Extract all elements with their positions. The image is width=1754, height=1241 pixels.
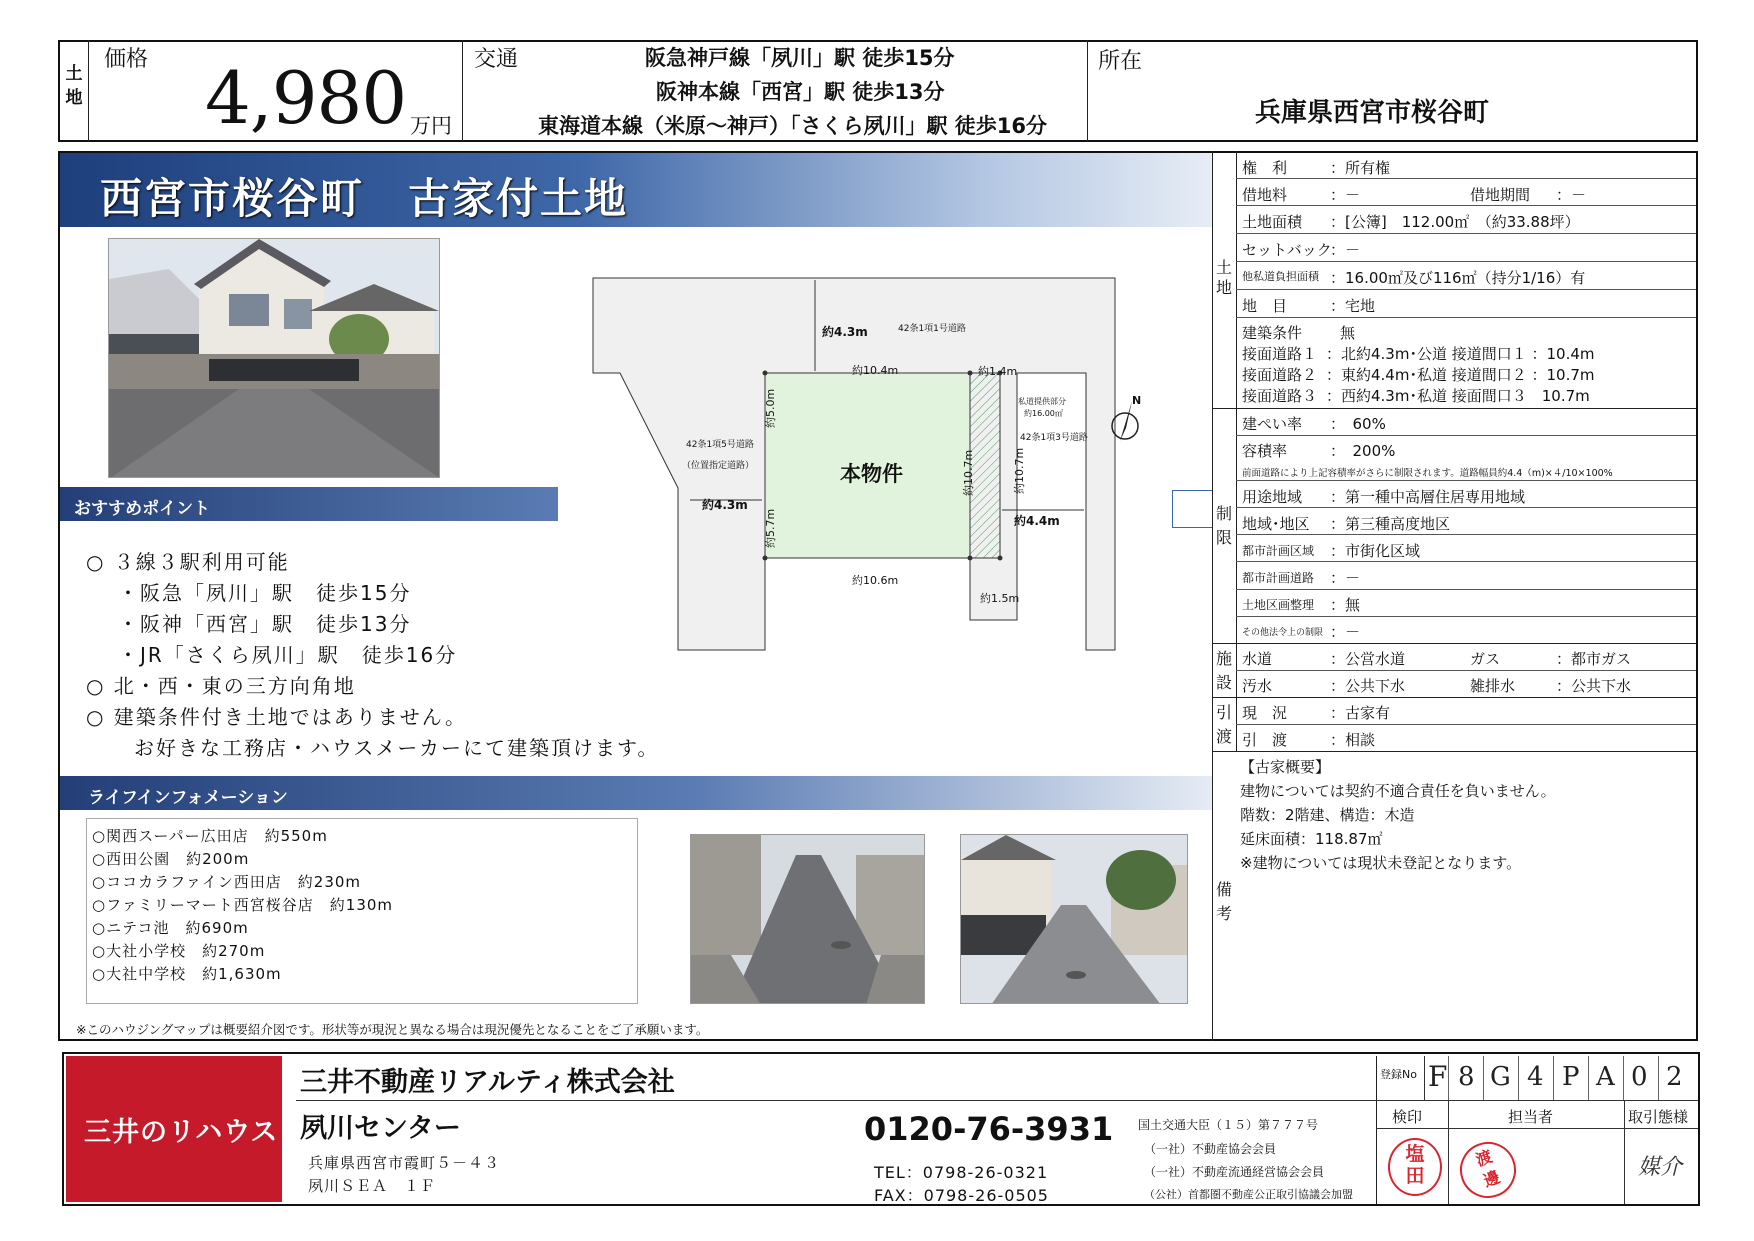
site-map — [590, 238, 1150, 658]
divider — [1236, 670, 1696, 671]
divider — [1376, 1100, 1698, 1101]
spec-label: 土地面積 — [1242, 213, 1303, 231]
divider — [1658, 1056, 1659, 1100]
map-property-label: 本物件 — [840, 462, 903, 486]
map-label: 約4.3m — [822, 325, 868, 339]
spec-value: ：西約4.3m･私道 接面間口３ 10.7m — [1326, 387, 1590, 405]
spec-label: 都市計画道路 — [1242, 571, 1315, 585]
spec-value: ：－ — [1556, 186, 1587, 204]
group-label-facility: 施設 — [1216, 649, 1233, 692]
spec-value: ：－ — [1330, 569, 1361, 587]
divider — [88, 40, 89, 142]
street-photo-2 — [960, 834, 1188, 1004]
disclaimer: ※このハウジングマップは概要紹介図です。形状等が現況と異なる場合は現況優先となることをご了承願います。 — [76, 1022, 709, 1037]
company-name: 三井不動産リアルティ株式会社 — [300, 1067, 675, 1098]
divider — [1236, 589, 1696, 590]
street-photo-1 — [690, 834, 925, 1004]
spec-note: 前面道路により上記容積率がさらに制限されます。道路幅員約4.4（m)×４/10×100% — [1242, 468, 1613, 479]
north-mark: N — [1132, 394, 1142, 407]
spec-value: ：北約4.3m･公道 接道間口１ ：10.4m — [1326, 345, 1595, 363]
spec-value: ：都市ガス — [1556, 650, 1632, 668]
divider — [1376, 1128, 1698, 1129]
spec-value: 無 — [1340, 324, 1356, 342]
recommend-point: ・JR「さくら夙川」駅 徒歩16分 — [118, 643, 458, 667]
spec-label: 地 目 — [1242, 297, 1288, 315]
transport-line-3: 東海道本線（米原～神戸）「さくら夙川」駅 徒歩16分 — [538, 114, 1048, 138]
divider — [1448, 1100, 1449, 1204]
life-item: ○ファミリーマート西宮桜谷店 約130m — [92, 896, 394, 914]
group-label-restrict: 制限 — [1216, 504, 1233, 547]
stamp-text: 塩田 — [1405, 1143, 1425, 1187]
map-label: （位置指定道路） — [682, 461, 755, 471]
fax: FAX：0798-26-0505 — [874, 1186, 1049, 1205]
divider — [1236, 289, 1696, 290]
spec-value: ：市街化区域 — [1330, 542, 1421, 560]
spec-value: ：第三種高度地区 — [1330, 515, 1451, 533]
group-label-land: 土地 — [1216, 258, 1233, 297]
map-label: 約16.00㎡ — [1024, 409, 1063, 418]
spec-value: ：所有権 — [1330, 159, 1391, 177]
spec-value: ：相談 — [1330, 731, 1376, 749]
divider — [1236, 151, 1237, 751]
license: 国土交通大臣（１５）第７７７号 — [1138, 1118, 1319, 1132]
reg-char: 4 — [1527, 1062, 1544, 1092]
reg-char: 0 — [1631, 1062, 1648, 1092]
spec-value: ：[公簿] 112.00㎡ （約33.88坪） — [1330, 213, 1580, 231]
remark-line: 階数：2階建、構造：木造 — [1240, 806, 1415, 824]
house-photo — [108, 238, 440, 478]
life-item: ○西田公園 約200m — [92, 850, 250, 868]
divider — [1212, 697, 1696, 698]
reg-char: G — [1490, 1062, 1511, 1092]
spec-label: 接面道路１ — [1242, 345, 1318, 363]
divider — [1212, 751, 1696, 752]
transport-line-1: 阪急神戸線「夙川」駅 徒歩15分 — [645, 46, 955, 70]
divider — [1212, 643, 1696, 644]
divider — [1236, 561, 1696, 562]
address-line: 兵庫県西宮市霞町５－４３ — [308, 1154, 501, 1172]
group-label-remarks: 備考 — [1216, 880, 1233, 923]
map-label: 約10.6m — [852, 574, 899, 587]
spec-label: 建築条件 — [1242, 324, 1303, 342]
divider — [1588, 1056, 1589, 1100]
address-line: 夙川ＳＥＡ １Ｆ — [308, 1177, 437, 1195]
reg-char: P — [1562, 1062, 1580, 1092]
map-label: 私道提供部分 — [1018, 397, 1066, 406]
divider — [1236, 178, 1696, 179]
spec-value: ：宅地 — [1330, 297, 1376, 315]
price-unit: 万円 — [410, 114, 452, 138]
map-label: 約5.7m — [764, 508, 777, 548]
reg-char: F — [1428, 1060, 1448, 1093]
spec-label: 現 況 — [1242, 704, 1288, 722]
divider — [1236, 616, 1696, 617]
spec-label: 引 渡 — [1242, 731, 1288, 749]
reg-label: 登録No — [1380, 1068, 1417, 1081]
association: （一社）不動産流通経営協会会員 — [1144, 1165, 1325, 1179]
divider — [1483, 1056, 1484, 1100]
map-label: 42条1項1号道路 — [898, 324, 966, 334]
divider — [462, 40, 463, 142]
price-value: 4,980 — [205, 56, 407, 140]
spec-label: 用途地域 — [1242, 488, 1303, 506]
life-item: ○関西スーパー広田店 約550m — [92, 827, 328, 845]
divider — [1236, 480, 1696, 481]
deal-label: 取引態様 — [1628, 1108, 1689, 1126]
tel: TEL：0798-26-0321 — [874, 1163, 1049, 1182]
recommend-point: お好きな工務店・ハウスメーカーにて建築頂けます。 — [134, 736, 660, 760]
inspect-label: 検印 — [1392, 1108, 1423, 1126]
map-label: 約5.0m — [764, 388, 777, 428]
divider — [1518, 1056, 1519, 1100]
map-label: 約10.7m — [1013, 447, 1026, 494]
staff-label: 担当者 — [1508, 1108, 1554, 1126]
spec-label: その他法令上の制限 — [1242, 628, 1324, 638]
divider — [1553, 1056, 1554, 1100]
deal-value: 媒介 — [1638, 1155, 1683, 1180]
divider — [1448, 1056, 1449, 1100]
spec-value: ：公共下水 — [1330, 677, 1406, 695]
divider — [296, 1100, 1376, 1101]
transport-label: 交通 — [474, 47, 519, 72]
group-label-handover: 引渡 — [1216, 703, 1233, 746]
spec-label: 建ぺい率 — [1242, 415, 1303, 433]
divider — [1236, 435, 1696, 436]
spec-label: 容積率 — [1242, 442, 1288, 460]
divider — [1424, 1056, 1425, 1100]
spec-value: ：－ — [1330, 241, 1361, 259]
spec-label: 汚水 — [1242, 677, 1273, 695]
spec-label: 接面道路２ — [1242, 366, 1318, 384]
spec-label: 都市計画区域 — [1242, 544, 1315, 558]
spec-label: 借地期間 — [1470, 186, 1531, 204]
free-dial: 0120-76-3931 — [864, 1110, 1114, 1148]
spec-value: ：－ — [1330, 623, 1361, 641]
divider — [1236, 261, 1696, 262]
page-title: 西宮市桜谷町 古家付土地 — [100, 174, 629, 223]
life-title: ライフインフォメーション — [88, 788, 288, 808]
spec-label: 他私道負担面積 — [1242, 270, 1319, 283]
map-label: 約1.4m — [978, 365, 1018, 378]
spec-label: 雑排水 — [1470, 677, 1516, 695]
association: （一社）不動産協会会員 — [1144, 1142, 1277, 1156]
reg-char: 8 — [1458, 1062, 1475, 1092]
map-label: 約1.5m — [980, 592, 1020, 605]
divider — [1236, 317, 1696, 318]
map-label: 42条1項5号道路 — [686, 440, 754, 450]
transport-line-2: 阪神本線「西宮」駅 徒歩13分 — [656, 80, 945, 104]
spec-value: ：無 — [1330, 596, 1361, 614]
divider — [1236, 507, 1696, 508]
stamp-text: 渡邊 — [1473, 1146, 1503, 1191]
spec-label: 権 利 — [1242, 159, 1288, 177]
life-item: ○ココカラファイン西田店 約230m — [92, 873, 362, 891]
map-label: 約4.4m — [1014, 514, 1060, 528]
divider — [1087, 40, 1088, 142]
branch-name: 夙川センター — [300, 1113, 461, 1144]
remark-line: 建物については契約不適合責任を負いません。 — [1240, 782, 1556, 800]
divider — [1623, 1056, 1624, 1100]
recommend-point: ○ ３線３駅利用可能 — [86, 550, 290, 574]
remark-line: 【古家概要】 — [1240, 758, 1331, 776]
spec-value: ： 200% — [1330, 442, 1396, 460]
spec-value: ：16.00㎡及び116㎡（持分1/16）有 — [1330, 269, 1586, 287]
spec-label: 地域･地区 — [1242, 515, 1310, 533]
spec-value: ：公共下水 — [1556, 677, 1632, 695]
spec-value: ：－ — [1330, 186, 1361, 204]
recommend-point: ・阪急「夙川」駅 徒歩15分 — [118, 581, 412, 605]
divider — [1236, 534, 1696, 535]
spec-label: 借地料 — [1242, 186, 1288, 204]
recommend-title: おすすめポイント — [74, 499, 211, 519]
recommend-point: ○ 建築条件付き土地ではありません。 — [86, 705, 468, 729]
divider — [1236, 233, 1696, 234]
spec-value: ： 60% — [1330, 415, 1386, 433]
divider — [1624, 1100, 1625, 1204]
reg-char: 2 — [1666, 1062, 1683, 1092]
spec-label: 水道 — [1242, 650, 1273, 668]
divider — [1236, 205, 1696, 206]
divider — [1212, 151, 1213, 1041]
spec-value: ：古家有 — [1330, 704, 1391, 722]
spec-value: ：東約4.4m･私道 接道間口２ ：10.7m — [1326, 366, 1595, 384]
reg-char: A — [1596, 1062, 1615, 1092]
spec-label: ガス — [1470, 650, 1501, 668]
spec-label: 土地区画整理 — [1242, 598, 1315, 612]
price-label: 価格 — [104, 47, 149, 72]
location-value: 兵庫県西宮市桜谷町 — [1255, 98, 1490, 128]
spec-value: ：第一種中高層住居専用地域 — [1330, 488, 1526, 506]
map-label: 42条1項3号道路 — [1020, 433, 1088, 443]
logo-text: 三井のリハウス — [84, 1117, 279, 1148]
divider — [1212, 408, 1696, 409]
recommend-point: ・阪神「西宮」駅 徒歩13分 — [118, 612, 412, 636]
remark-line: 延床面積：118.87㎡ — [1240, 830, 1383, 848]
map-side-bracket — [1172, 490, 1212, 528]
map-label: 約4.3m — [702, 498, 748, 512]
location-label: 所在 — [1098, 49, 1143, 74]
life-item: ○ニテコ池 約690m — [92, 919, 249, 937]
spec-value: ：公営水道 — [1330, 650, 1406, 668]
association: （公社）首都圏不動産公正取引協議会加盟 — [1144, 1188, 1353, 1201]
divider — [1236, 724, 1696, 725]
remark-line: ※建物については現状未登記となります。 — [1240, 854, 1522, 872]
map-label: 約10.4m — [852, 364, 899, 377]
life-item: ○大社中学校 約1,630m — [92, 965, 282, 983]
life-item: ○大社小学校 約270m — [92, 942, 266, 960]
spec-label: 接面道路３ — [1242, 387, 1318, 405]
recommend-point: ○ 北・西・東の三方向角地 — [86, 674, 356, 698]
spec-label: セットバック — [1242, 241, 1332, 259]
map-label: 約10.7m — [962, 449, 975, 496]
category-label: 土地 — [65, 64, 83, 108]
